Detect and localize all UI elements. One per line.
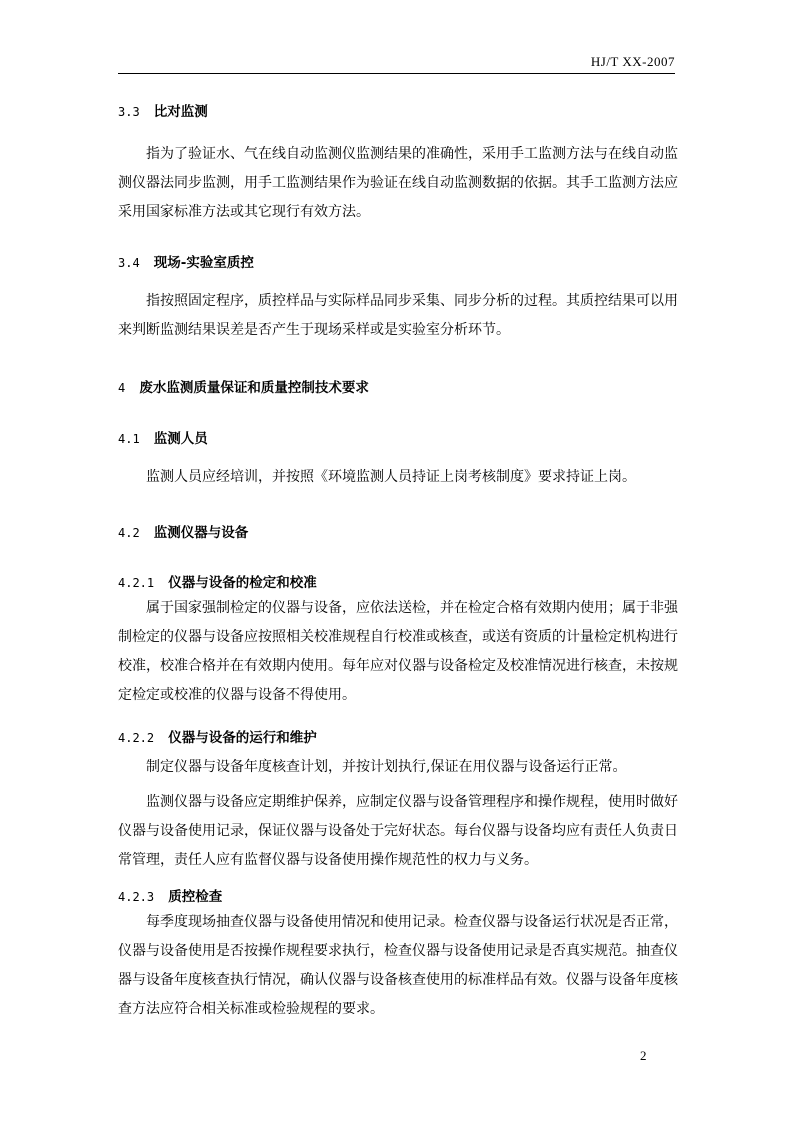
section-title: 现场-实验室质控 xyxy=(153,255,254,271)
section-number: 4.1 xyxy=(118,432,140,446)
heading-3-4 xyxy=(118,251,254,271)
paragraph-3-4: 指按照固定程序，质控样品与实际样品同步采集、同步分析的过程。其质控结果可以用来判断监测结果误差是否产生于现场采样或是实验室分析环节。 xyxy=(118,293,678,338)
document-code: HJ/T XX-2007 xyxy=(590,54,675,69)
section-number: 3.4 xyxy=(118,256,140,270)
heading-4 xyxy=(118,376,369,396)
paragraph-4-2-2-maintenance: 监测仪器与设备应定期维护保养，应制定仪器与设备管理程序和操作规程，使用时做好仪器与设备使用记录，保证仪器与设备处于完好状态。每台仪器与设备均应有责任人负责日常管理，责任人应有监督仪器与设备使用操作规范性的权力与义务。 xyxy=(118,794,678,868)
paragraph-4-2-2-plan: 制定仪器与设备年度核查计划，并按计划执行,保证在用仪器与设备运行正常。 xyxy=(146,759,627,775)
paragraph-4-2-1: 属于国家强制检定的仪器与设备，应依法送检，并在检定合格有效期内使用；属于非强制检定的仪器与设备应按照相关校准规程自行校准或核查，或送有资质的计量检定机构进行校准，校准合格并在有效期内使用。每年应对仪器与设备检定及校准情况进行核查，未按规定检定或校准的仪器与设备不得使用。 xyxy=(118,600,678,703)
section-number: 4.2.2 xyxy=(118,731,155,745)
heading-3-3 xyxy=(118,100,208,120)
heading-4-1 xyxy=(118,427,208,447)
paragraph-3-3: 指为了验证水、气在线自动监测仪监测结果的准确性，采用手工监测方法与在线自动监测仪器法同步监测，用手工监测结果作为验证在线自动监测数据的依据。其手工监测方法应采用国家标准方法或其它现行有效方法。 xyxy=(118,146,678,220)
section-title: 废水监测质量保证和质量控制技术要求 xyxy=(139,380,369,396)
section-title: 仪器与设备的运行和维护 xyxy=(168,730,317,746)
page-number: 2 xyxy=(640,1048,647,1063)
heading-4-2-1 xyxy=(118,571,317,591)
section-title: 质控检查 xyxy=(168,889,223,905)
section-title: 监测仪器与设备 xyxy=(153,525,249,541)
section-title: 监测人员 xyxy=(153,431,208,447)
heading-4-2-2 xyxy=(118,726,317,746)
paragraph-4-1: 监测人员应经培训，并按照《环境监测人员持证上岗考核制度》要求持证上岗。 xyxy=(146,469,636,485)
heading-4-2-3 xyxy=(118,885,222,905)
section-number: 4.2 xyxy=(118,526,140,540)
section-title: 比对监测 xyxy=(153,104,208,120)
section-number: 4.2.1 xyxy=(118,576,155,590)
header-rule xyxy=(118,73,675,74)
heading-4-2 xyxy=(118,521,248,541)
section-number: 4.2.3 xyxy=(118,890,155,904)
paragraph-4-2-3: 每季度现场抽查仪器与设备使用情况和使用记录。检查仪器与设备运行状况是否正常，仪器与设备使用是否按操作规程要求执行，检查仪器与设备使用记录是否真实规范。抽查仪器与设备年度核查执行情况，确认仪器与设备核查使用的标准样品有效。仪器与设备年度核查方法应符合相关标准或检验规程的要求。 xyxy=(118,914,678,1017)
section-number: 4 xyxy=(118,381,126,395)
section-title: 仪器与设备的检定和校准 xyxy=(168,575,317,591)
section-number: 3.3 xyxy=(118,105,140,119)
